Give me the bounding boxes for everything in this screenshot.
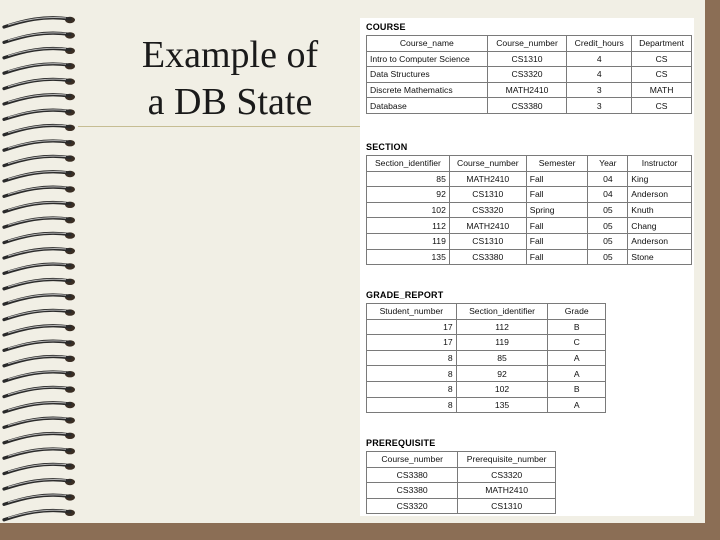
table-row	[367, 249, 692, 265]
table-cell: A	[548, 366, 606, 382]
table-row	[367, 381, 606, 397]
table-cell: 119	[367, 233, 450, 249]
table-header-row	[367, 156, 692, 172]
table-row	[367, 397, 606, 413]
table-cell: A	[548, 350, 606, 366]
section-rows	[367, 171, 692, 265]
table-cell: 112	[456, 319, 548, 335]
table-row	[367, 233, 692, 249]
table-cell: CS3320	[449, 202, 526, 218]
table-cell: 112	[367, 218, 450, 234]
table-cell: 92	[367, 187, 450, 203]
table-cell: 102	[456, 381, 548, 397]
course-table	[366, 35, 692, 114]
spiral-coil	[4, 356, 75, 366]
column-header: Section_identifier	[367, 156, 450, 172]
spiral-coil	[4, 125, 75, 135]
table-cell: 102	[367, 202, 450, 218]
table-cell: 05	[588, 218, 628, 234]
table-header-row	[367, 304, 606, 320]
table-cell: MATH2410	[458, 483, 556, 499]
table-cell: Chang	[628, 218, 692, 234]
table-cell: 04	[588, 171, 628, 187]
course-table-label: COURSE	[366, 22, 406, 32]
spiral-coil	[4, 340, 75, 350]
column-header: Section_identifier	[456, 304, 548, 320]
column-header: Grade	[548, 304, 606, 320]
table-row	[367, 82, 692, 98]
column-header: Prerequisite_number	[458, 452, 556, 468]
table-cell: 85	[456, 350, 548, 366]
title-underline	[78, 126, 360, 127]
spiral-coil	[4, 140, 75, 150]
table-cell: Fall	[526, 249, 588, 265]
table-row	[367, 366, 606, 382]
title-line-1: Example of	[141, 34, 319, 76]
column-header: Course_number	[487, 36, 567, 52]
table-cell: 3	[567, 82, 632, 98]
table-cell: CS1310	[449, 233, 526, 249]
spiral-coil	[4, 402, 75, 412]
table-cell: 92	[456, 366, 548, 382]
table-cell: Fall	[526, 218, 588, 234]
spiral-coil	[4, 433, 75, 443]
column-header: Instructor	[628, 156, 692, 172]
table-cell: CS3320	[487, 67, 567, 83]
table-cell: C	[548, 335, 606, 351]
table-cell: 8	[367, 366, 457, 382]
table-cell: King	[628, 171, 692, 187]
column-header: Student_number	[367, 304, 457, 320]
prerequisite-rows	[367, 467, 556, 514]
grade-report-table-label: GRADE_REPORT	[366, 290, 444, 300]
column-header: Credit_hours	[567, 36, 632, 52]
table-header-row	[367, 452, 556, 468]
grade-report-table	[366, 303, 606, 413]
section-table	[366, 155, 692, 265]
table-cell: Intro to Computer Science	[367, 51, 488, 67]
table-row	[367, 171, 692, 187]
spiral-coil	[4, 63, 75, 73]
table-cell: MATH2410	[449, 171, 526, 187]
table-cell: CS	[632, 67, 692, 83]
table-cell: CS3320	[458, 467, 556, 483]
table-cell: CS3320	[367, 498, 458, 514]
table-row	[367, 98, 692, 114]
spiral-coil	[4, 386, 75, 396]
spiral-coil	[4, 279, 75, 289]
table-cell: Fall	[526, 171, 588, 187]
spiral-coil	[4, 463, 75, 473]
table-row	[367, 498, 556, 514]
table-cell: CS1310	[487, 51, 567, 67]
spiral-coil	[4, 448, 75, 458]
table-cell: 04	[588, 187, 628, 203]
table-cell: MATH	[632, 82, 692, 98]
table-row	[367, 319, 606, 335]
table-cell: 85	[367, 171, 450, 187]
spiral-binding	[0, 0, 80, 523]
table-cell: 4	[567, 67, 632, 83]
table-cell: Knuth	[628, 202, 692, 218]
column-header: Course_number	[367, 452, 458, 468]
table-cell: 135	[456, 397, 548, 413]
table-cell: B	[548, 319, 606, 335]
table-cell: 135	[367, 249, 450, 265]
spiral-coil	[4, 155, 75, 165]
table-cell: CS	[632, 51, 692, 67]
spiral-coil	[4, 510, 75, 520]
spiral-coil	[4, 217, 75, 227]
spiral-coil	[4, 78, 75, 88]
table-cell: 17	[367, 335, 457, 351]
table-row	[367, 350, 606, 366]
table-row	[367, 467, 556, 483]
table-cell: 8	[367, 350, 457, 366]
prerequisite-table-label: PREREQUISITE	[366, 438, 436, 448]
table-row	[367, 335, 606, 351]
spiral-coil	[4, 94, 75, 104]
table-cell: Fall	[526, 233, 588, 249]
column-header: Semester	[526, 156, 588, 172]
spiral-coil	[4, 309, 75, 319]
table-cell: 05	[588, 249, 628, 265]
table-cell: 119	[456, 335, 548, 351]
table-cell: 8	[367, 381, 457, 397]
table-cell: Stone	[628, 249, 692, 265]
table-cell: 3	[567, 98, 632, 114]
table-cell: 17	[367, 319, 457, 335]
table-row	[367, 67, 692, 83]
table-row	[367, 483, 556, 499]
slide-title	[112, 32, 348, 126]
section-table-label: SECTION	[366, 142, 408, 152]
table-row	[367, 51, 692, 67]
table-cell: CS3380	[487, 98, 567, 114]
table-cell: CS3380	[367, 467, 458, 483]
spiral-coil	[4, 186, 75, 196]
table-cell: Data Structures	[367, 67, 488, 83]
table-row	[367, 187, 692, 203]
table-cell: CS	[632, 98, 692, 114]
spiral-coil	[4, 294, 75, 304]
column-header: Year	[588, 156, 628, 172]
column-header: Department	[632, 36, 692, 52]
table-cell: B	[548, 381, 606, 397]
column-header: Course_number	[449, 156, 526, 172]
table-cell: CS3380	[449, 249, 526, 265]
prerequisite-table	[366, 451, 556, 514]
table-cell: 4	[567, 51, 632, 67]
table-cell: 8	[367, 397, 457, 413]
table-cell: Spring	[526, 202, 588, 218]
column-header: Course_name	[367, 36, 488, 52]
spiral-coil	[4, 479, 75, 489]
table-cell: A	[548, 397, 606, 413]
table-cell: CS3380	[367, 483, 458, 499]
table-cell: Fall	[526, 187, 588, 203]
table-cell: MATH2410	[487, 82, 567, 98]
table-cell: 05	[588, 233, 628, 249]
table-row	[367, 202, 692, 218]
table-cell: Anderson	[628, 187, 692, 203]
table-cell: MATH2410	[449, 218, 526, 234]
spiral-coil	[4, 171, 75, 181]
spiral-coil	[4, 417, 75, 427]
table-cell: CS1310	[458, 498, 556, 514]
title-line-2: a DB State	[147, 81, 313, 123]
spiral-coil	[4, 109, 75, 119]
grade-report-rows	[367, 319, 606, 413]
spiral-coil	[4, 202, 75, 212]
spiral-coil	[4, 371, 75, 381]
spiral-coil	[4, 263, 75, 273]
spiral-coil	[4, 494, 75, 504]
database-state-figure	[360, 18, 694, 516]
spiral-coil	[4, 17, 75, 27]
table-cell: Anderson	[628, 233, 692, 249]
table-cell: CS1310	[449, 187, 526, 203]
course-rows	[367, 51, 692, 113]
table-cell: 05	[588, 202, 628, 218]
table-row	[367, 218, 692, 234]
table-cell: Database	[367, 98, 488, 114]
spiral-coil	[4, 325, 75, 335]
spiral-coil	[4, 248, 75, 258]
spiral-coil	[4, 48, 75, 58]
table-cell: Discrete Mathematics	[367, 82, 488, 98]
spiral-coil	[4, 32, 75, 42]
table-header-row	[367, 36, 692, 52]
spiral-coil	[4, 232, 75, 242]
